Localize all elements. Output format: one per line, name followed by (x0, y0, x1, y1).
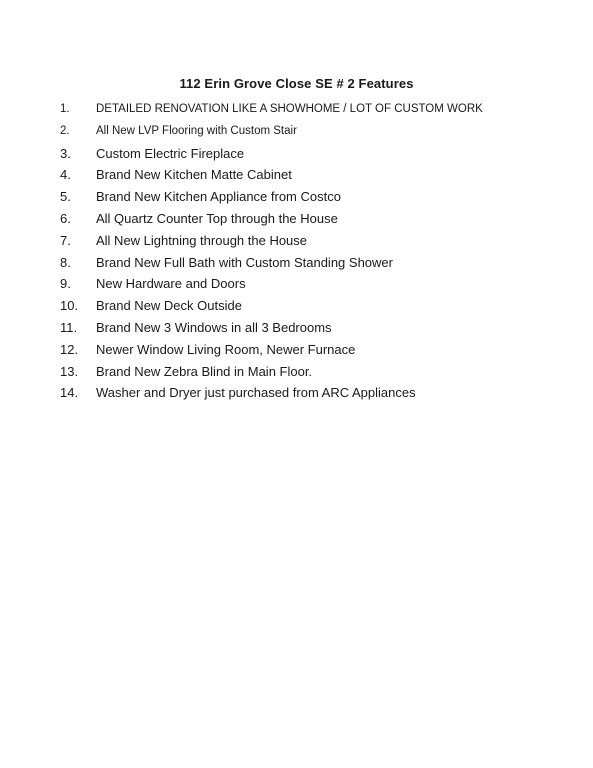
feature-item (0, 186, 593, 208)
feature-number: 14. (60, 385, 79, 401)
feature-number: 2. (60, 124, 70, 137)
feature-number: 1. (60, 103, 70, 115)
feature-item (0, 273, 593, 295)
feature-item (0, 164, 593, 186)
feature-item (0, 252, 593, 274)
feature-text: New Hardware and Doors (96, 276, 246, 292)
feature-text: Brand New Deck Outside (96, 298, 242, 314)
feature-item (0, 121, 593, 143)
feature-text: DETAILED RENOVATION LIKE A SHOWHOME / LOT OF CUSTOM WORK (96, 103, 483, 115)
feature-item (0, 361, 593, 383)
feature-number: 12. (60, 341, 79, 357)
feature-item (0, 295, 593, 317)
feature-number: 3. (60, 145, 71, 161)
feature-number: 5. (60, 189, 71, 205)
feature-number: 13. (60, 363, 79, 379)
feature-text: Custom Electric Fireplace (96, 145, 245, 161)
feature-item (0, 143, 593, 165)
feature-text: Brand New Full Bath with Custom Standing Shower (96, 254, 393, 270)
feature-text: Brand New 3 Windows in all 3 Bedrooms (96, 319, 332, 335)
feature-item (0, 382, 593, 404)
feature-text: Brand New Kitchen Appliance from Costco (96, 189, 341, 205)
feature-number: 7. (60, 232, 71, 248)
feature-number: 6. (60, 210, 71, 226)
document-title: 112 Erin Grove Close SE # 2 Features (179, 76, 414, 91)
feature-number: 10. (60, 298, 79, 314)
feature-number: 8. (60, 254, 71, 270)
feature-text: Brand New Kitchen Matte Cabinet (96, 167, 292, 183)
feature-number: 11. (60, 319, 78, 335)
feature-text: All New Lightning through the House (96, 232, 308, 248)
feature-list (0, 99, 593, 404)
feature-number: 9. (60, 276, 71, 292)
feature-text: Washer and Dryer just purchased from ARC Appliances (96, 385, 416, 401)
feature-item (0, 208, 593, 230)
feature-number: 4. (60, 167, 71, 183)
feature-item (0, 339, 593, 361)
feature-text: Brand New Zebra Blind in Main Floor. (96, 363, 313, 379)
feature-text: All Quartz Counter Top through the House (96, 210, 338, 226)
feature-item (0, 317, 593, 339)
feature-item (0, 99, 593, 121)
feature-text: Newer Window Living Room, Newer Furnace (96, 341, 356, 357)
feature-item (0, 230, 593, 252)
feature-text: All New LVP Flooring with Custom Stair (96, 124, 297, 137)
